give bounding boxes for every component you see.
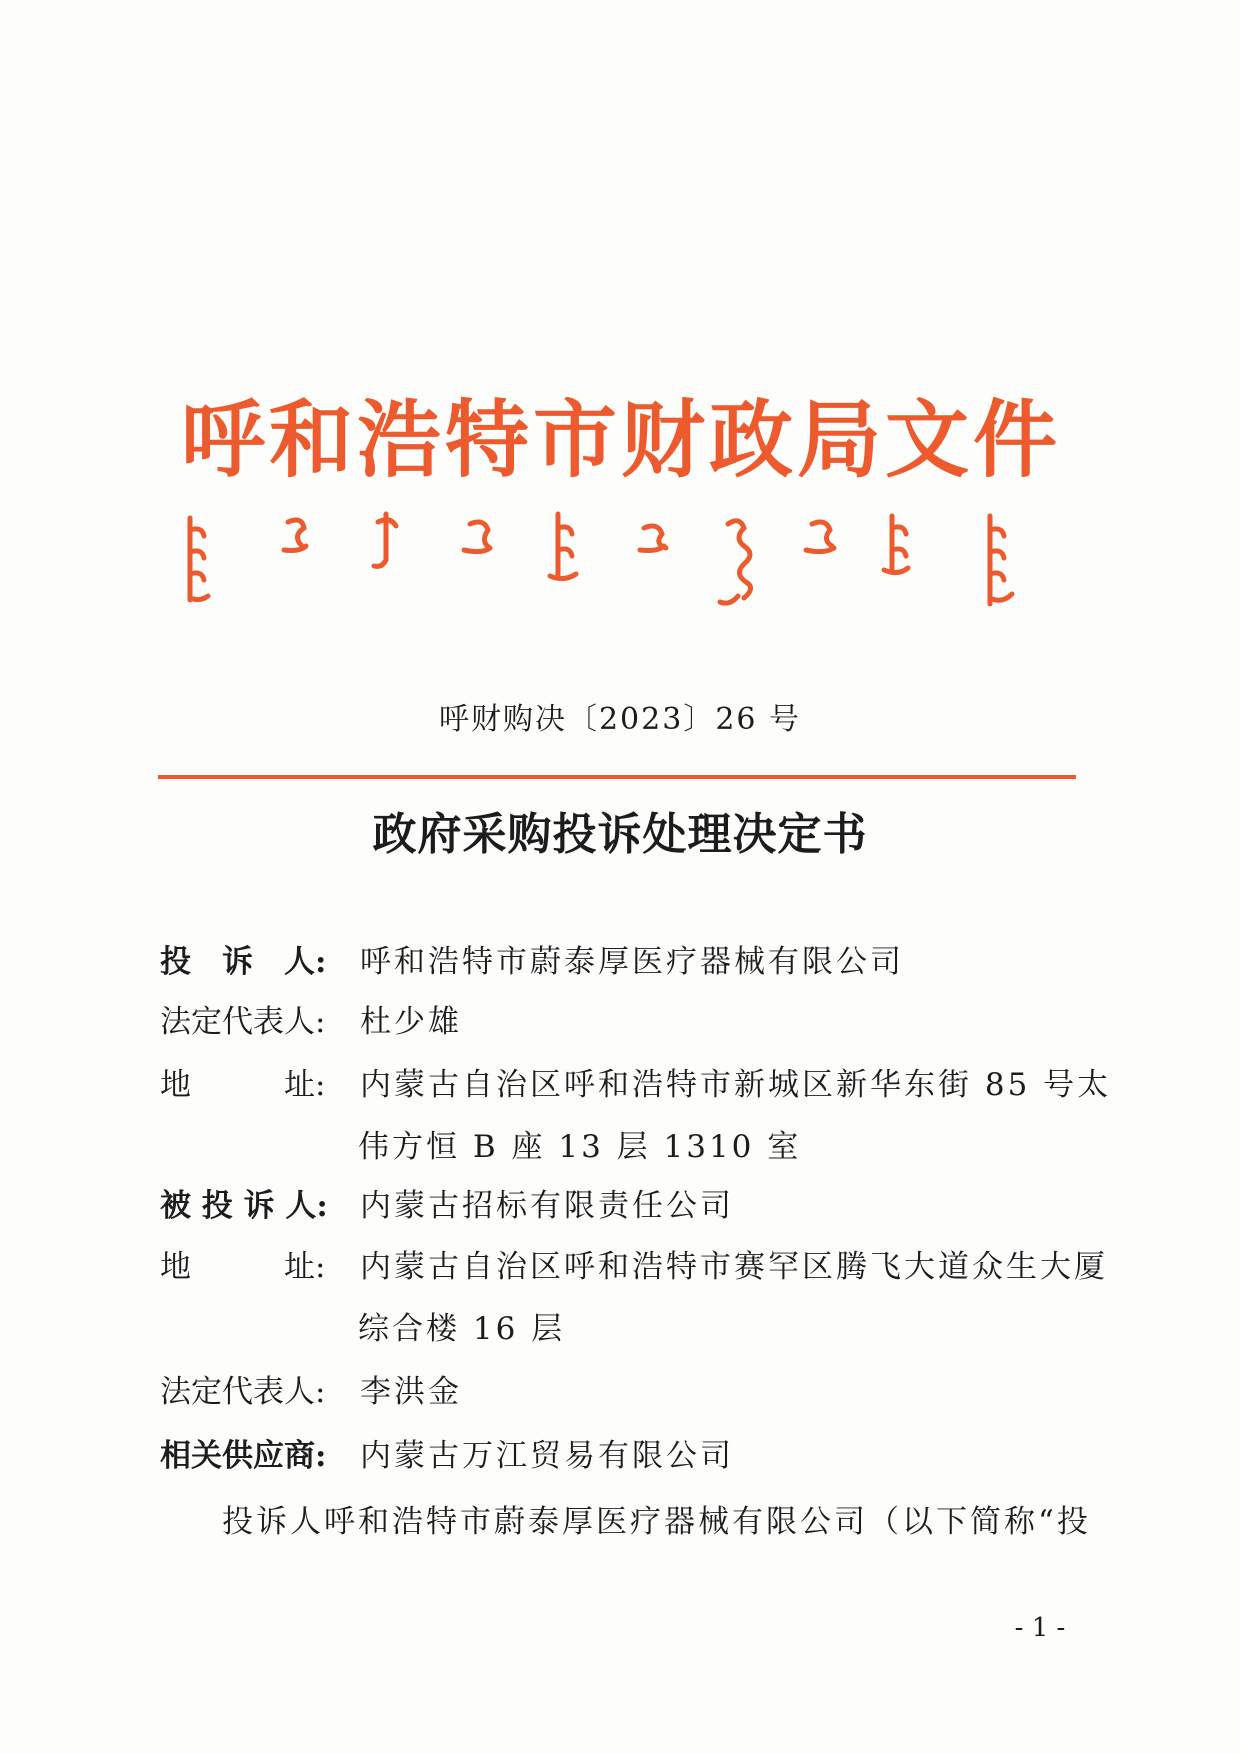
agency-header-title (180, 390, 1060, 490)
complainant-address-row (160, 1063, 1111, 1107)
respondent-legal-rep-label: 法定代表人: (160, 1374, 326, 1410)
complainant-legal-rep-value: 杜少雄 (360, 1004, 462, 1040)
complainant-label: 投 诉 人: (160, 944, 327, 980)
complainant-legal-rep-row (160, 1000, 462, 1044)
complainant-address-value: 内蒙古自治区呼和浩特市新城区新华东街 85 号太 (360, 1067, 1112, 1103)
respondent-address-continuation: 综合楼 16 层 (358, 1311, 566, 1347)
complainant-address-continuation: 伟方恒 B 座 13 层 1310 室 (358, 1129, 802, 1165)
agency-title-char: 政 (708, 391, 795, 489)
agency-title-char: 市 (532, 391, 619, 489)
complainant-value: 呼和浩特市蔚泰厚医疗器械有限公司 (360, 944, 904, 980)
agency-title-char: 局 (796, 391, 883, 489)
document-number: 呼财购决〔2023〕26 号 (438, 702, 802, 737)
respondent-address-row (160, 1245, 1108, 1289)
respondent-legal-rep-value: 李洪金 (360, 1374, 462, 1410)
related-supplier-label: 相关供应商: (160, 1438, 327, 1474)
respondent-address-value: 内蒙古自治区呼和浩特市赛罕区腾飞大道众生大厦 (360, 1249, 1108, 1285)
agency-title-char: 文 (884, 391, 971, 489)
complainant-legal-rep-label: 法定代表人: (160, 1004, 326, 1040)
document-title: 政府采购投诉处理决定书 (372, 809, 868, 860)
header-divider-rule (158, 775, 1076, 779)
agency-title-char: 呼 (180, 391, 267, 489)
respondent-value: 内蒙古招标有限责任公司 (360, 1188, 734, 1224)
respondent-legal-rep-row (160, 1370, 462, 1414)
related-supplier-row (160, 1434, 734, 1478)
agency-title-char: 浩 (356, 391, 443, 489)
agency-title-char: 财 (620, 391, 707, 489)
respondent-label: 被 投 诉 人: (160, 1188, 328, 1224)
mongolian-script-header (180, 510, 1060, 610)
respondent-row (160, 1184, 734, 1228)
agency-title-char: 和 (268, 391, 355, 489)
page-number: - 1 - (1014, 1613, 1066, 1643)
complainant-row (160, 940, 904, 984)
related-supplier-value: 内蒙古万江贸易有限公司 (360, 1438, 734, 1474)
complainant-address-label: 地 址: (160, 1067, 326, 1103)
agency-title-char: 特 (444, 391, 531, 489)
body-paragraph: 投诉人呼和浩特市蔚泰厚医疗器械有限公司（以下简称“投 (222, 1504, 1091, 1540)
agency-title-char: 件 (972, 391, 1059, 489)
respondent-address-label: 地 址: (160, 1249, 326, 1285)
